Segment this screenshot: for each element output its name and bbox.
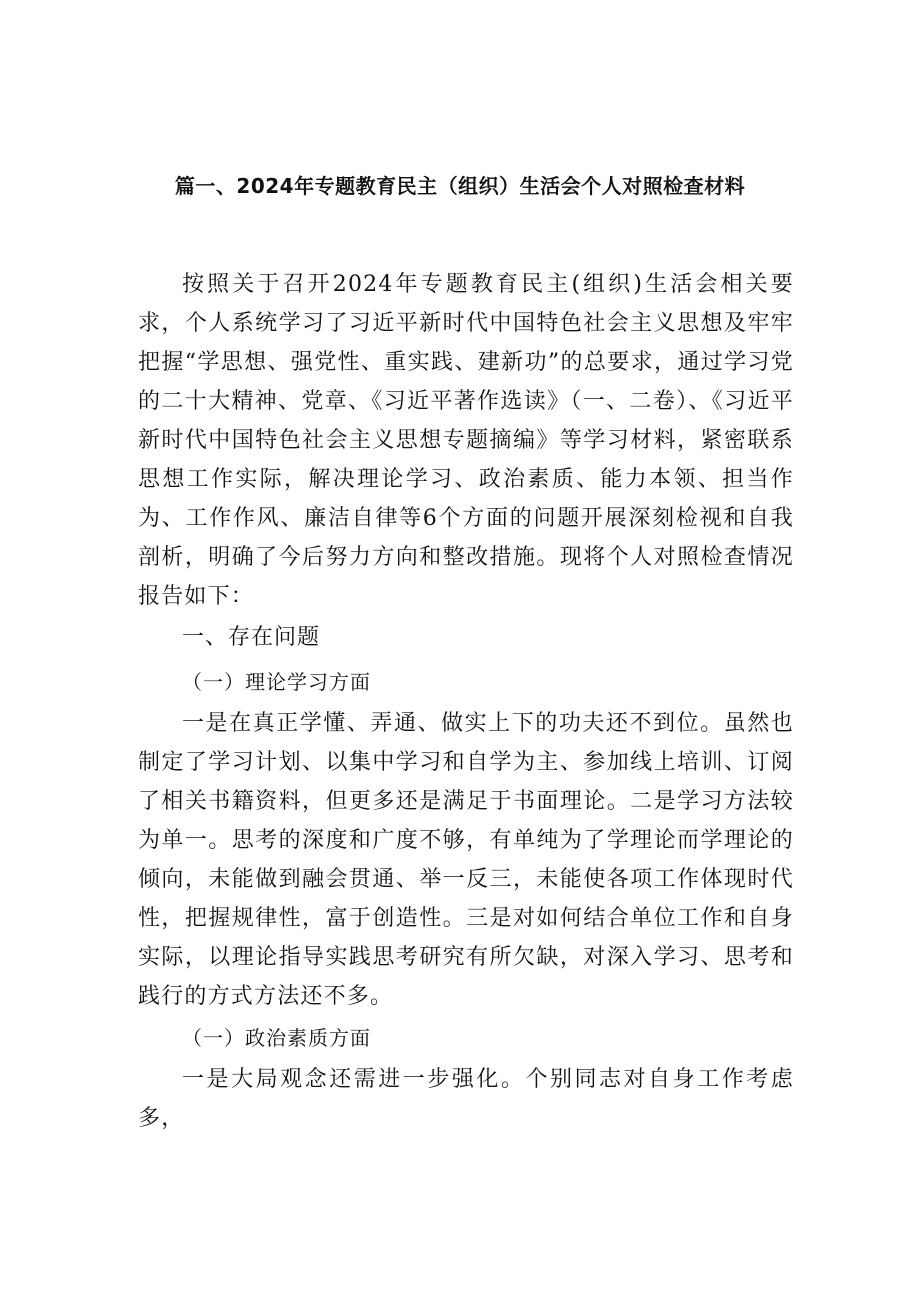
document-title: 篇一、2024年专题教育民主（组织）生活会个人对照检查材料 xyxy=(174,174,746,198)
theory-study-paragraph: 一是在真正学懂、弄通、做实上下的功夫还不到位。虽然也制定了学习计划、以集中学习和自学为主、参加线上培训、订阅了相关书籍资料，但更多还是满足于书面理论。二是学习方法较为单一。思考的深度和广度不够，有单纯为了学理论而学理论的倾向，未能做到融会贯通、举一反三，未能使各项工作体现时代性，把握规律性，富于创造性。三是对如何结合单位工作和自身实际，以理论指导实践思考研究有所欠缺，对深入学习、思考和践行的方式方法还不多。 xyxy=(138,711,794,1009)
section-heading-problems: 一、存在问题 xyxy=(182,625,321,650)
subsection-heading-theory-study: （一）理论学习方面 xyxy=(182,670,371,694)
document-body xyxy=(138,265,794,1138)
subsection-heading-political-quality: （一）政治素质方面 xyxy=(182,1026,371,1050)
political-quality-paragraph: 一是大局观念还需进一步强化。个别同志对自身工作考虑多， xyxy=(138,1067,794,1131)
intro-paragraph: 按照关于召开2024年专题教育民主(组织)生活会相关要求，个人系统学习了习近平新时代中国特色社会主义思想及牢牢把握“学思想、强党性、重实践、建新功”的总要求，通过学习党的二十大精神、党章、《习近平著作选读》（一、二卷）、《习近平新时代中国特色社会主义思想专题摘编》等学习材料，紧密联系思想工作实际，解决理论学习、政治素质、能力本领、担当作为、工作作风、廉洁自律等6个方面的问题开展深刻检视和自我剖析，明确了今后努力方向和整改措施。现将个人对照检查情况报告如下： xyxy=(138,272,794,609)
